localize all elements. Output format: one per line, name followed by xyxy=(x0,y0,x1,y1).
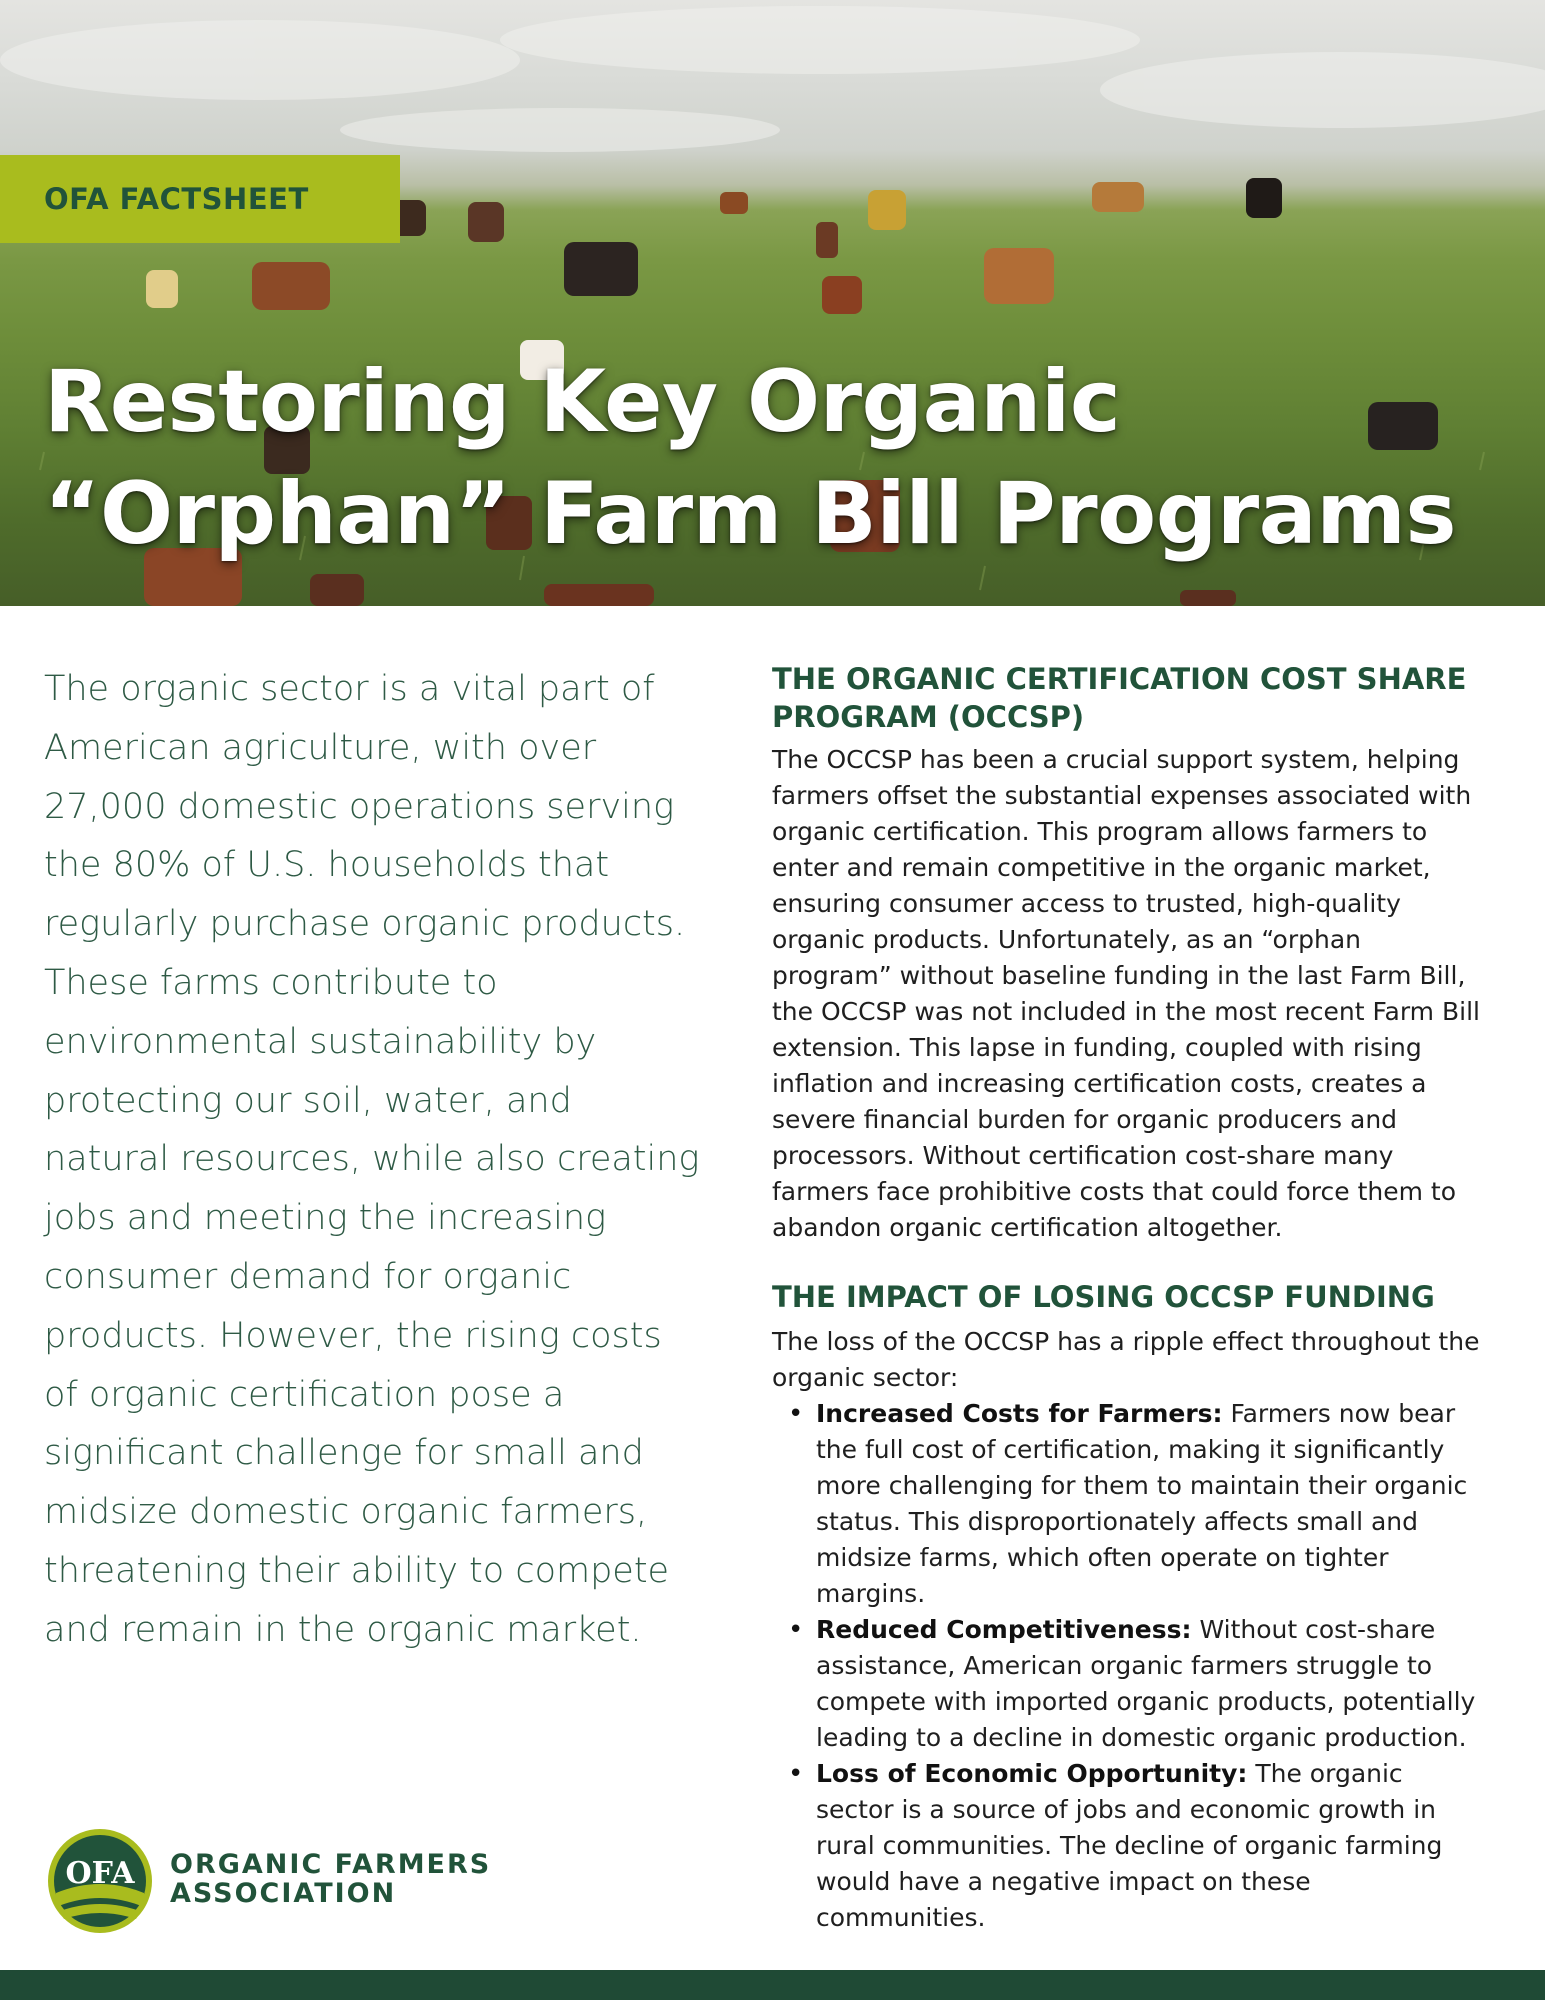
badge-label: OFA FACTSHEET xyxy=(44,182,309,216)
section-heading-occsp: THE ORGANIC CERTIFICATION COST SHARE PROGRAM (OCCSP) xyxy=(772,662,1467,734)
logo-name-line-2: ASSOCIATION xyxy=(170,1878,397,1909)
section-lead-impact: The loss of the OCCSP has a ripple effect throughout the organic sector: xyxy=(772,1327,1480,1392)
title-line-1: Restoring Key Organic xyxy=(44,352,1121,452)
list-item xyxy=(816,1756,1484,1936)
factsheet-badge xyxy=(0,155,400,243)
bullet-text: Farmers now bear the full cost of certification, making it significantly more challenging for them to maintain their organic status. This disproportionately affects small and midsize farms, which often operate on tighter margins. xyxy=(816,1399,1468,1608)
hero-banner xyxy=(0,0,1545,606)
bullet-text: Without cost-share assistance, American organic farmers struggle to compete with imported organic products, potentially leading to a decline in domestic organic production. xyxy=(816,1615,1476,1752)
bullet-title: Increased Costs for Farmers: xyxy=(816,1399,1223,1428)
bullet-title: Reduced Competitiveness: xyxy=(816,1615,1192,1644)
section-impact xyxy=(772,1278,1484,1936)
section-body-occsp: The OCCSP has been a crucial support system, helping farmers offset the substantial expenses associated with organic certification. This program allows farmers to enter and remain competitive in the organic market, ensuring consumer access to trusted, high-quality organic products. Unfortunately, as an “orphan program” without baseline funding in the last Farm Bill, the OCCSP was not included in the most recent Farm Bill extension. This lapse in funding, coupled with rising inflation and increasing certification costs, creates a severe financial burden for organic producers and processors. Without certification cost-share many farmers face prohibitive costs that could force them to abandon organic certification altogether. xyxy=(772,745,1480,1242)
right-column xyxy=(772,660,1484,1932)
impact-bullet-list xyxy=(772,1396,1484,1936)
ofa-seal-icon xyxy=(46,1827,154,1935)
ofa-logo xyxy=(46,1827,606,1937)
footer-bar xyxy=(0,1970,1545,2000)
section-heading-impact: THE IMPACT OF LOSING OCCSP FUNDING xyxy=(772,1280,1435,1314)
bullet-title: Loss of Economic Opportunity: xyxy=(816,1759,1248,1788)
intro-paragraph: The organic sector is a vital part of American agriculture, with over 27,000 domestic operations serving the 80% of U.S. households that regularly purchase organic products. These farms contribute to environmental sustainability by protecting our soil, water, and natural resources, while also creating jobs and meeting the increasing consumer demand for organic products. However, the rising costs of organic certification pose a significant challenge for small and midsize domestic organic farmers, threatening their ability to compete and remain in the organic market. xyxy=(44,669,700,1650)
logo-mark-text: OFA xyxy=(65,1856,135,1891)
title-line-2: “Orphan” Farm Bill Programs xyxy=(44,464,1457,564)
bullet-text: The organic sector is a source of jobs and economic growth in rural communities. The decline of organic farming would have a negative impact on these communities. xyxy=(816,1759,1443,1932)
logo-name-line-1: ORGANIC FARMERS xyxy=(170,1849,492,1880)
list-item xyxy=(816,1612,1484,1756)
list-item xyxy=(816,1396,1484,1612)
page-title xyxy=(44,346,1456,570)
